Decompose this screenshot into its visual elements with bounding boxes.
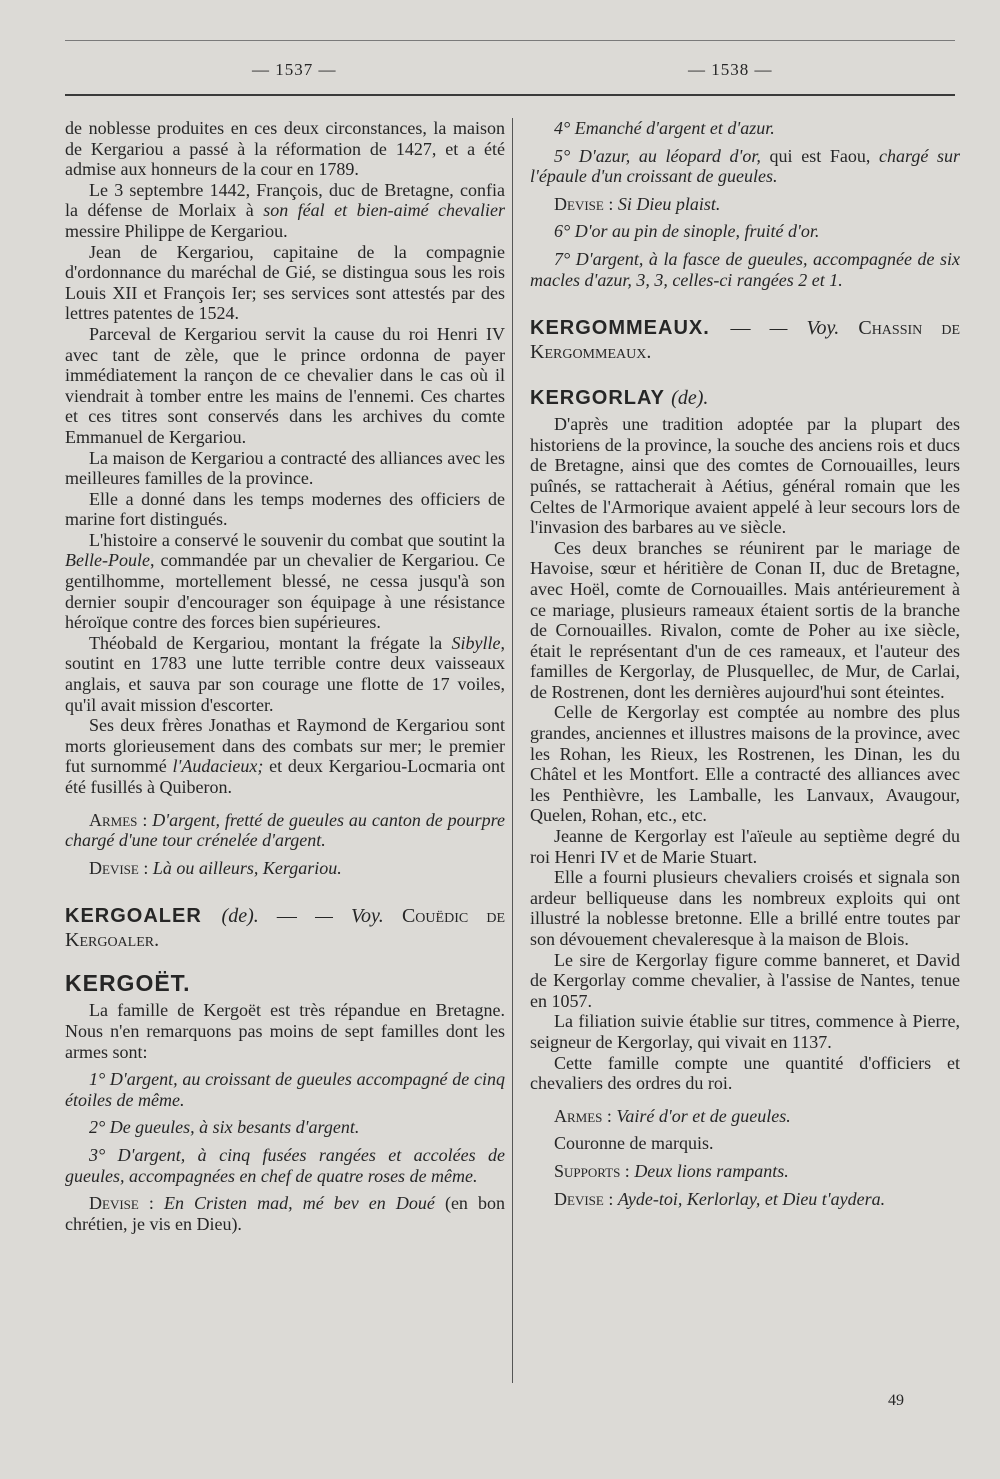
devise-line: Devise : Ayde-toi, Kerlorlay, et Dieu t'aydera. [554,1188,886,1209]
paragraph: Le 3 septembre 1442, François, duc de Bretagne, confia la défense de Morlaix à son féal et bien-aimé chevalier messire Philippe de Kergariou. [65,179,505,241]
right-column [530,118,960,1209]
left-column [65,118,505,1234]
entry-heading-kergommeaux: KERGOMMEAUX. — — Voy. Chassin de Kergommeaux. [530,317,961,364]
header-rule [65,94,955,96]
paragraph: La famille de Kergoët est très répandue en Bretagne. Nous n'en remarquons pas moins de sept familles dont les armes sont: [65,1000,505,1062]
paragraph: Celle de Kergorlay est comptée au nombre des plus grandes, anciennes et illustres maisons de la province, avec les Rohan, les Rieux, les Rostrenen, les Dinan, les du Châtel et les Montfort. Elle a contracté des alliances avec les Penthièvre, les Lamballe, les Lanvaux, Avaugour, Quelen, Rohan, etc., etc. [530,702,960,826]
blazon-line: 1° D'argent, au croissant de gueules accompagné de cinq étoiles de même. [65,1069,505,1110]
devise-line [65,858,505,879]
entry-heading-kergorlay: KERGORLAY (de). [530,387,709,410]
devise-text: Là ou ailleurs, Kergariou. [152,857,342,878]
devise-line: Devise : En Cristen mad, mé bev en Doué (en bon chrétien, je vis en Dieu). [65,1193,506,1234]
couronne-line: Couronne de marquis. [554,1133,714,1154]
armes-line: Armes : Vairé d'or et de gueules. [554,1105,791,1126]
blazon-line: 7° D'argent, à la fasce de gueules, accompagnée de six macles d'azur, 3, 3, celles-ci rangées 2 et 1. [530,248,960,290]
left-page-number: — 1537 — [252,60,337,79]
armes-text: D'argent, fretté de gueules au canton de pourpre chargé d'une tour crénelée d'argent. [65,809,506,851]
paragraph: Jean de Kergariou, capitaine de la compagnie d'ordonnance du maréchal de Gié, se distingua sous les rois Louis XII et François Ier; ses services sont attestés par des lettres patentes de 1524. [65,241,505,324]
devise-line: Devise : Si Dieu plaist. [554,193,721,214]
column-divider [512,118,513,1383]
blazon-line: 5° D'azur, au léopard d'or, qui est Faou, chargé sur l'épaule d'un croissant de gueules. [530,145,961,187]
supports-line: Supports : Deux lions rampants. [554,1160,789,1181]
paragraph: D'après une tradition adoptée par la plupart des historiens de la province, la souche des anciens rois et ducs de Bretagne, ainsi que des comtes de Cornouailles, leurs puînés, se rattacherait à Aétius, général romain que les Celtes de l'Armorique avaient appelé à leur secours lors de l'invasion des barbares au ve siècle. [530,414,960,538]
paragraph: L'histoire a conservé le souvenir du combat que soutint la Belle-Poule, commandée par un chevalier de Kergariou. Ce gentilhomme, mortellement blessé, ne cessa jusqu'à son dernier soupir d'encourager son équipage à une résistance héroïque contre des forces bien supérieures. [65,529,505,633]
paragraph: Théobald de Kergariou, montant la frégate la Sibylle, soutint en 1783 une lutte terrible contre deux vaisseaux anglais, et sauva par son courage une flotte de 17 voiles, qu'il avait mission d'escorter. [65,632,505,715]
paragraph: Parceval de Kergariou servit la cause du roi Henri IV avec tant de zèle, que le prince ordonna de payer immédiatement la rançon de ce chevalier dans le cas où il viendrait à tomber entre les mains de l'ennemi. Ces chartes et ces titres sont conservés dans les archives du comte Emmanuel de Kergariou. [65,323,505,447]
right-page-number: — 1538 — [688,60,773,79]
blazon-line: 4° Emanché d'argent et d'azur. [554,118,775,138]
blazon-line: 6° D'or au pin de sinople, fruité d'or. [554,221,820,242]
devise-label: Devise : [89,857,149,878]
paragraph: La maison de Kergariou a contracté des alliances avec les meilleures familles de la province. [65,447,505,489]
blazon-line: 2° De gueules, à six besants d'argent. [89,1117,360,1138]
blazon-line: 3° D'argent, à cinq fusées rangées et accolées de gueules, accompagnées en chef de quatre roses de même. [65,1144,505,1186]
paragraph: Elle a donné dans les temps modernes des officiers de marine fort distingués. [65,488,505,530]
paragraph: Le sire de Kergorlay figure comme banneret, et David de Kergorlay comme chevalier, à l'assise de Nantes, tenue en 1057. [530,949,960,1011]
paragraph: Cette famille compte une quantité d'officiers et chevaliers des ordres du roi. [530,1052,960,1094]
paragraph: Jeanne de Kergorlay est l'aïeule au septième degré du roi Henri IV et de Marie Stuart. [530,826,960,867]
paragraph: Ses deux frères Jonathas et Raymond de Kergariou sont morts glorieusement dans des combats sur mer; le premier fut surnommé l'Audacieux; et deux Kergariou-Locmaria ont été fusillés à Quiberon. [65,715,505,797]
armes-label: Armes : [89,809,148,830]
signature-mark: 49 [888,1392,904,1409]
armes-line [65,810,505,851]
paragraph: de noblesse produites en ces deux circonstances, la maison de Kergariou a passé à la réformation de 1427, et a été admise aux honneurs de la cour en 1789. [65,118,505,180]
paragraph: Elle a fourni plusieurs chevaliers croisés et signala son ardeur belliqueuse dans les nombreux exploits qui ont illustré la noblesse bretonne. Elle a brillé entre toutes par son dévouement chevaleresque à la maison de Blois. [530,867,960,949]
paragraph: Ces deux branches se réunirent par le mariage de Havoise, sœur et héritière de Conan II, duc de Bretagne, avec Hoël, comte de Cornouailles. Mais antérieurement à ce mariage, plusieurs rameaux étaient sortis de la branche de Cornouailles. Rivalon, comte de Poher au ixe siècle, était le représentant d'un de ces rameaux, et l'auteur des familles de Kergorlay, de Plusquellec, de Mur, de Carlai, de Rostrenen, dont les dernières aujourd'hui sont éteintes. [530,537,960,702]
paragraph: La filiation suivie établie sur titres, commence à Pierre, seigneur de Kergorlay, qui vivait en 1137. [530,1011,960,1052]
entry-heading-kergoaler: KERGOALER (de). — — Voy. Couëdic de Kergoaler. [65,905,506,952]
top-rule [65,40,955,41]
entry-heading-kergoet: KERGOËT. [65,970,191,997]
